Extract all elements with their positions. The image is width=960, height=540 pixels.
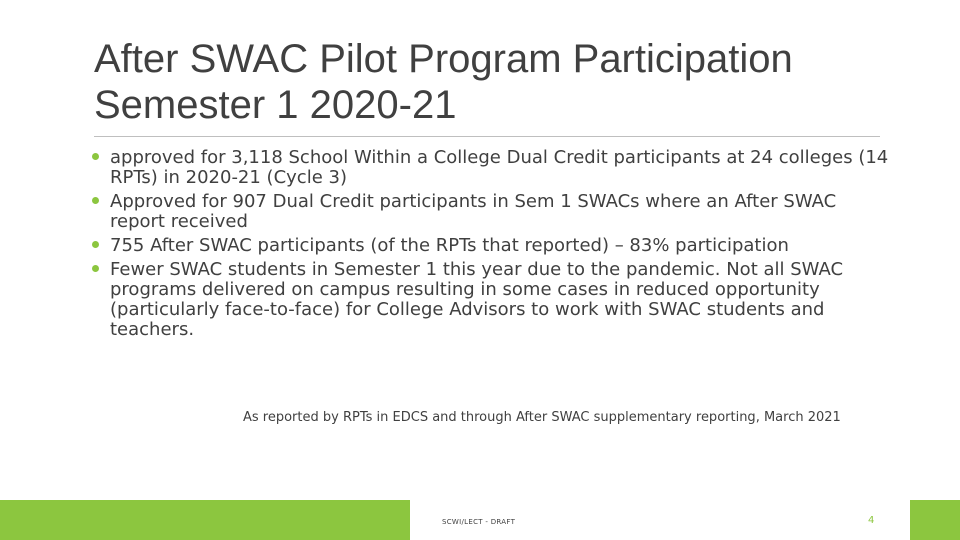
slide-title-line-2: Semester 1 2020-21 xyxy=(94,83,457,127)
bullet-dot-icon xyxy=(92,265,99,272)
slide-title-line-1: After SWAC Pilot Program Participation xyxy=(94,37,793,81)
bullet-text: 755 After SWAC participants (of the RPTs that reported) – 83% participation xyxy=(110,235,789,256)
bullet-item xyxy=(90,260,890,340)
bullet-text: approved for 3,118 School Within a College Dual Credit participants at 24 colleges (14 RPTs) in 2020-21 (Cycle 3) xyxy=(110,147,889,188)
footer-label: SCWI/LECT - DRAFT xyxy=(442,518,516,526)
bullet-text: Fewer SWAC students in Semester 1 this year due to the pandemic. Not all SWAC programs delivered on campus resulting in some cases in reduced opportunity (particularly face-to-face) for College Advisors to work with SWAC students and teachers. xyxy=(110,259,844,340)
bullet-item xyxy=(90,192,890,232)
source-note: As reported by RPTs in EDCS and through After SWAC supplementary reporting, March 2021 xyxy=(243,410,841,425)
bullet-dot-icon xyxy=(92,197,99,204)
bullet-item xyxy=(90,236,890,256)
slide-title xyxy=(94,36,894,128)
title-divider xyxy=(94,136,880,137)
bullet-dot-icon xyxy=(92,153,99,160)
bullet-item xyxy=(90,148,890,188)
bullet-dot-icon xyxy=(92,241,99,248)
page-number: 4 xyxy=(868,515,875,526)
bullet-list xyxy=(90,148,890,344)
bullet-text: Approved for 907 Dual Credit participants in Sem 1 SWACs where an After SWAC report received xyxy=(110,191,837,232)
